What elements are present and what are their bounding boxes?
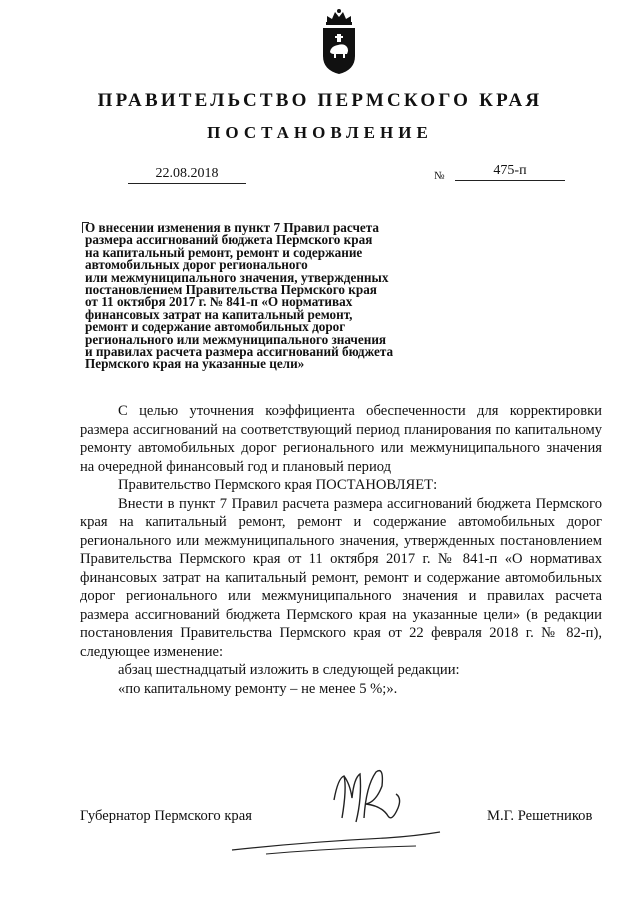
signatory-name: М.Г. Решетников xyxy=(487,808,593,824)
subject-line: финансовых затрат на капитальный ремонт, xyxy=(85,306,353,322)
document-body xyxy=(80,402,602,698)
subject-line: размера ассигнований бюджета Пермского края xyxy=(85,232,373,248)
signatory-position: Губернатор Пермского края xyxy=(80,808,252,824)
subject-line: ремонт и содержание автомобильных дорог xyxy=(85,319,346,335)
body-paragraph-purpose: С целью уточнения коэффициента обеспеченности для корректировки размера ассигнований на соответствующий период планирования по капитальному ремонту автомобильных дорог регионального или межмуниципального значения на очередной финансовый год и плановый период xyxy=(80,403,602,475)
body-paragraph-amendment: Внести в пункт 7 Правил расчета размера ассигнований бюджета Пермского края на капитальный ремонт, ремонт и содержание автомобильных дорог регионального или межмуниципального значения, утвержденных постановлением Правительства Пермского края от 11 октября 2017 г. № 841-п «О нормативах финансовых затрат на капитальный ремонт, ремонт и содержание автомобильных дорог регионального или межмуниципального значения и правилах расчета размера ассигнований бюджета Пермского края на указанные цели» (в редакции постановления Правительства Пермского края от 22 февраля 2018 г. № 82-п), следующее изменение: xyxy=(80,495,602,660)
body-paragraph-resolves: Правительство Пермского края ПОСТАНОВЛЯЕТ: xyxy=(118,477,438,493)
coat-of-arms-icon xyxy=(318,8,360,76)
subject-line: регионального или межмуниципального значения xyxy=(85,331,387,347)
subject-line: автомобильных дорог регионального xyxy=(85,257,308,273)
number-sign: № xyxy=(434,170,445,182)
subject-line: и правилах расчета размера ассигнований бюджета xyxy=(85,344,394,360)
subject-line: О внесении изменения в пункт 7 Правил расчета xyxy=(85,220,379,235)
subject-line: или межмуниципального значения, утвержденных xyxy=(85,269,389,285)
handwritten-signature xyxy=(226,758,446,858)
document-date: 22.08.2018 xyxy=(128,166,246,184)
subject-line: от 11 октября 2017 г. № 841-п «О нормативах xyxy=(85,294,353,310)
government-title: ПРАВИТЕЛЬСТВО ПЕРМСКОГО КРАЯ xyxy=(97,90,543,111)
body-paragraph-instruction: абзац шестнадцатый изложить в следующей редакции: xyxy=(118,662,460,678)
document-subject xyxy=(85,222,485,371)
subject-line: постановлением Правительства Пермского края xyxy=(85,282,377,298)
document-type: ПОСТАНОВЛЕНИЕ xyxy=(207,123,433,142)
body-paragraph-new-text: «по капитальному ремонту – не менее 5 %;». xyxy=(118,680,398,697)
document-number: 475-п xyxy=(455,163,565,181)
subject-line: на капитальный ремонт, ремонт и содержание xyxy=(85,244,363,260)
subject-line: Пермского края на указанные цели» xyxy=(85,356,305,372)
